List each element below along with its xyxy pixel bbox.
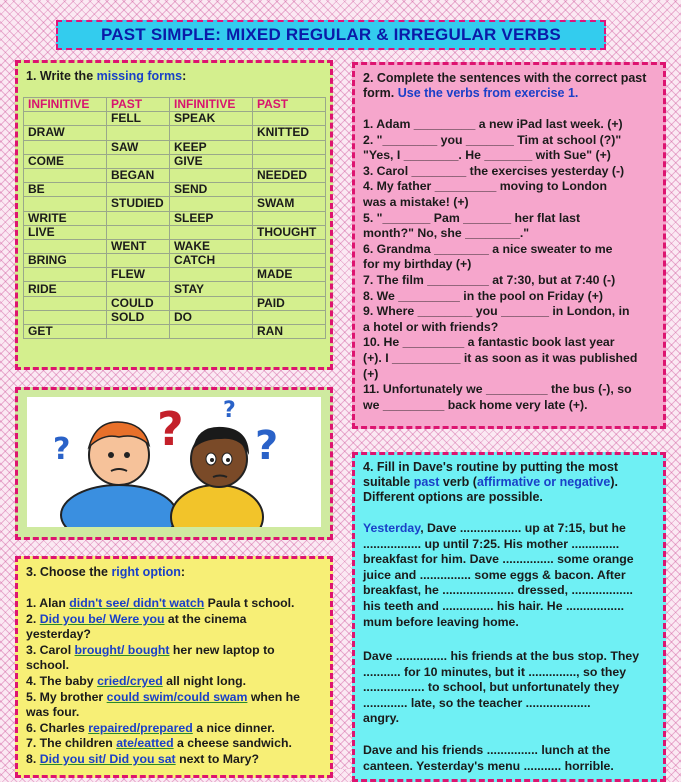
ex2-sentence-line: 2. "________ you _______ Tim at school (?)" xyxy=(363,132,622,147)
ex4-l2d: affirmative or negative xyxy=(476,475,611,489)
verb-blank-cell[interactable] xyxy=(253,154,326,168)
ex3-option-choice[interactable]: cried/cryed xyxy=(97,673,163,688)
ex3-sentence-line: yesterday? xyxy=(26,627,91,642)
exercise-2-sentences xyxy=(363,117,663,413)
ex3-sentence-line: 4. The baby cried/cryed all night long. xyxy=(26,673,247,688)
verb-blank-cell[interactable] xyxy=(253,310,326,324)
verb-table-header: PAST xyxy=(253,98,326,112)
ex3-sentence-line: school. xyxy=(26,658,70,673)
verb-blank-cell[interactable] xyxy=(107,225,170,239)
verb-table-row xyxy=(24,154,326,168)
verb-cell: THOUGHT xyxy=(253,225,326,239)
exercise-4-box xyxy=(352,452,666,782)
ex4-line: breakfast for him. Dave ............... some orange xyxy=(363,552,634,567)
ex2-sentence-line: 7. The film _________ at 7:30, but at 7:40 (-) xyxy=(363,272,616,287)
question-mark-blue-icon: ? xyxy=(255,423,279,469)
verb-cell: WENT xyxy=(107,239,170,253)
verb-blank-cell[interactable] xyxy=(24,310,107,324)
verb-blank-cell[interactable] xyxy=(170,268,253,282)
ex3-option-choice[interactable]: repaired/prepared xyxy=(88,720,193,735)
verb-cell: BE xyxy=(24,183,107,197)
ex2-sentence-line: we _________ back home very late (+). xyxy=(363,397,588,412)
ex4-line: canteen. Yesterday's menu ........... horrible. xyxy=(363,758,614,773)
verb-cell: RAN xyxy=(253,325,326,339)
ex4-line: mum before leaving home. xyxy=(363,614,519,629)
ex3-option-choice[interactable]: didn't see/ didn't watch xyxy=(69,596,205,610)
boy-shirt xyxy=(61,485,177,527)
verb-cell: CATCH xyxy=(170,254,253,268)
verb-cell: MADE xyxy=(253,268,326,282)
verb-blank-cell[interactable] xyxy=(170,126,253,140)
svg-text:?: ? xyxy=(223,398,236,423)
ex4-l2e: ). xyxy=(610,475,618,489)
ex3-option-choice[interactable]: ate/eatted xyxy=(116,736,174,751)
ex1-suffix: : xyxy=(182,69,187,83)
ex3-option-choice[interactable]: Did you be/ Were you xyxy=(39,611,165,626)
exercise-3-heading xyxy=(26,565,185,580)
verb-table-row xyxy=(24,197,326,211)
verb-blank-cell[interactable] xyxy=(170,225,253,239)
verb-table-header: INFINITIVE xyxy=(24,98,107,112)
verb-table-row xyxy=(24,140,326,154)
ex2-sentence-line: (+). I __________ it as soon as it was published xyxy=(363,350,638,365)
ex3-sentence-line: 1. Alan didn't see/ didn't watch Paula t school. xyxy=(26,596,295,610)
ex2-sentence-line: 6. Grandma ________ a nice sweater to me xyxy=(363,241,613,256)
ex4-line: .................. to school, but unfortunately they xyxy=(363,680,620,695)
verb-cell: KEEP xyxy=(170,140,253,154)
ex2-sentence-line: for my birthday (+) xyxy=(363,257,472,272)
verb-table xyxy=(23,97,326,339)
verb-blank-cell[interactable] xyxy=(107,183,170,197)
verb-cell: FLEW xyxy=(107,268,170,282)
ex4-line: Dave ............... his friends at the bus stop. They xyxy=(363,649,640,663)
ex3-sentence-line: 3. Carol brought/ bought her new laptop to xyxy=(26,642,275,657)
verb-blank-cell[interactable] xyxy=(170,325,253,339)
verb-cell: STUDIED xyxy=(107,197,170,211)
ex3-sentence-line: 8. Did you sit/ Did you sat next to Mary? xyxy=(26,751,260,766)
verb-blank-cell[interactable] xyxy=(107,254,170,268)
verb-cell: KNITTED xyxy=(253,126,326,140)
verb-cell: DO xyxy=(170,310,253,324)
exercise-3-box xyxy=(15,556,333,778)
ex3-sentence-line: was four. xyxy=(26,705,80,720)
ex4-l2c: verb ( xyxy=(439,475,477,489)
ex3-option-choice[interactable]: brought/ bought xyxy=(74,642,170,657)
verb-cell: GIVE xyxy=(170,154,253,168)
exercise-4-heading xyxy=(363,460,663,505)
ex4-paragraph-3 xyxy=(363,743,663,774)
ex4-l2a: suitable xyxy=(363,475,414,489)
verb-blank-cell[interactable] xyxy=(107,325,170,339)
verb-cell: SPEAK xyxy=(170,112,253,126)
verb-cell: COULD xyxy=(107,296,170,310)
ex4-line: juice and ............... some eggs & bacon. After xyxy=(363,567,626,582)
verb-table-header: INFINITIVE xyxy=(170,98,253,112)
verb-blank-cell[interactable] xyxy=(253,183,326,197)
ex2-sentence-line: 8. We _________ in the pool on Friday (+) xyxy=(363,288,603,303)
verb-cell: WRITE xyxy=(24,211,107,225)
verb-blank-cell[interactable] xyxy=(24,268,107,282)
verb-cell: BEGAN xyxy=(107,168,170,182)
ex2-line2a: form. xyxy=(363,86,398,100)
verb-cell: SAW xyxy=(107,140,170,154)
exercise-2-box xyxy=(352,62,666,429)
ex3-sentence-line: 5. My brother could swim/could swam when he xyxy=(26,689,301,704)
verb-blank-cell[interactable] xyxy=(253,112,326,126)
verb-table-row xyxy=(24,112,326,126)
ex4-paragraph-1 xyxy=(363,521,663,630)
ex2-sentence-line: month?" No, she ________." xyxy=(363,226,530,241)
ex4-line: ........... for 10 minutes, but it .............., so they xyxy=(363,664,627,679)
verb-cell: FELL xyxy=(107,112,170,126)
verb-table-row xyxy=(24,225,326,239)
girl-shirt xyxy=(171,485,263,527)
verb-table-row xyxy=(24,310,326,324)
ex2-sentence-line: 10. He _________ a fantastic book last year xyxy=(363,335,615,350)
verb-table-row xyxy=(24,126,326,140)
ex2-sentence-line: a hotel or with friends? xyxy=(363,319,499,334)
verb-cell: COME xyxy=(24,154,107,168)
verb-blank-cell[interactable] xyxy=(253,239,326,253)
verb-blank-cell[interactable] xyxy=(253,254,326,268)
ex2-sentence-line: 11. Unfortunately we _________ the bus (-), so xyxy=(363,382,632,397)
verb-blank-cell[interactable] xyxy=(24,239,107,253)
cartoon-illustration xyxy=(27,397,321,527)
ex3-sentence-line: 7. The children ate/eatted a cheese sandwich. xyxy=(26,736,292,751)
ex2-sentence-line: 1. Adam _________ a new iPad last week. (+) xyxy=(363,117,623,131)
verb-blank-cell[interactable] xyxy=(253,140,326,154)
verb-blank-cell[interactable] xyxy=(107,282,170,296)
ex2-sentence-line: 3. Carol ________ the exercises yesterday (-) xyxy=(363,163,625,178)
verb-blank-cell[interactable] xyxy=(253,282,326,296)
exercise-3-sentences xyxy=(26,596,331,768)
image-box xyxy=(15,387,333,540)
ex2-line1: 2. Complete the sentences with the correct past xyxy=(363,71,647,85)
page-title: PAST SIMPLE: MIXED REGULAR & IRREGULAR VERBS xyxy=(56,20,606,50)
ex2-sentence-line: was a mistake! (+) xyxy=(363,194,469,209)
ex3-sentence-line: 6. Charles repaired/prepared a nice dinner. xyxy=(26,720,275,735)
verb-blank-cell[interactable] xyxy=(24,296,107,310)
verb-cell: LIVE xyxy=(24,225,107,239)
ex3-option-choice[interactable]: Did you sit/ Did you sat xyxy=(39,751,176,766)
verb-table-row xyxy=(24,211,326,225)
ex3-suffix: : xyxy=(180,565,186,579)
verb-table-row xyxy=(24,168,326,182)
verb-cell: SOLD xyxy=(107,310,170,324)
question-mark-small-icon: ? xyxy=(53,432,71,467)
verb-blank-cell[interactable] xyxy=(253,211,326,225)
verb-blank-cell[interactable] xyxy=(24,140,107,154)
ex4-line: Yesterday, Dave .................. up at 7:15, but he xyxy=(363,521,626,535)
verb-cell: DRAW xyxy=(24,126,107,140)
verb-table-row xyxy=(24,239,326,253)
ex4-line: breakfast, he ..................... dressed, .................. xyxy=(363,583,633,598)
verb-blank-cell[interactable] xyxy=(24,112,107,126)
verb-blank-cell[interactable] xyxy=(24,168,107,182)
ex4-line3: Different options are possible. xyxy=(363,490,543,504)
ex4-line: Dave and his friends ............... lunch at the xyxy=(363,743,611,757)
yesterday-label: Yesterday xyxy=(363,521,421,535)
question-mark-red-icon: ? xyxy=(157,402,184,456)
verb-cell: PAID xyxy=(253,296,326,310)
ex1-prefix: 1. Write the xyxy=(26,69,97,83)
ex4-line: ................. up until 7:25. His mother .............. xyxy=(363,536,620,551)
verb-cell: WAKE xyxy=(170,239,253,253)
verb-table-row xyxy=(24,183,326,197)
exercise-1-box xyxy=(15,60,333,370)
ex2-sentence-line: 5. "_______ Pam _______ her flat last xyxy=(363,210,581,225)
ex4-l2b: past xyxy=(413,475,440,489)
ex4-line: his teeth and ............... his hair. He ................. xyxy=(363,598,625,613)
ex2-sentence-line: 9. Where ________ you _______ in London, in xyxy=(363,304,630,319)
ex3-option-choice[interactable]: could swim/could swam xyxy=(106,689,248,704)
verb-blank-cell[interactable] xyxy=(107,126,170,140)
verb-table-row xyxy=(24,268,326,282)
ex1-highlight: missing forms xyxy=(96,69,183,83)
ex4-line1: 4. Fill in Dave's routine by putting the most xyxy=(363,460,619,474)
exercise-2-heading xyxy=(363,71,663,101)
verb-blank-cell[interactable] xyxy=(24,197,107,211)
verb-cell: RIDE xyxy=(24,282,107,296)
verb-blank-cell[interactable] xyxy=(107,211,170,225)
verb-cell: GET xyxy=(24,325,107,339)
ex4-line: ............. late, so the teacher ................... xyxy=(363,695,591,710)
verb-cell: SLEEP xyxy=(170,211,253,225)
verb-table-row xyxy=(24,254,326,268)
ex3-sentence-line: 2. Did you be/ Were you at the cinema xyxy=(26,611,247,626)
verb-cell: STAY xyxy=(170,282,253,296)
verb-cell: BRING xyxy=(24,254,107,268)
verb-table-row xyxy=(24,282,326,296)
verb-blank-cell[interactable] xyxy=(170,296,253,310)
ex3-prefix: 3. Choose the xyxy=(26,565,112,579)
ex3-highlight: right option xyxy=(111,565,181,579)
verb-table-row xyxy=(24,325,326,339)
ex2-line2b: Use the verbs from exercise 1. xyxy=(397,86,579,100)
exercise-1-heading xyxy=(26,69,186,84)
verb-blank-cell[interactable] xyxy=(170,197,253,211)
verb-cell: SWAM xyxy=(253,197,326,211)
verb-table-row xyxy=(24,296,326,310)
ex4-line: angry. xyxy=(363,711,399,726)
verb-blank-cell[interactable] xyxy=(107,154,170,168)
ex2-sentence-line: "Yes, I ________. He _______ with Sue" (+) xyxy=(363,148,611,163)
verb-table-header: PAST xyxy=(107,98,170,112)
ex2-sentence-line: 4. My father _________ moving to London xyxy=(363,179,607,194)
verb-blank-cell[interactable] xyxy=(170,168,253,182)
verb-cell: SEND xyxy=(170,183,253,197)
verb-cell: NEEDED xyxy=(253,168,326,182)
ex2-sentence-line: (+) xyxy=(363,366,379,381)
ex4-paragraph-2 xyxy=(363,649,663,727)
